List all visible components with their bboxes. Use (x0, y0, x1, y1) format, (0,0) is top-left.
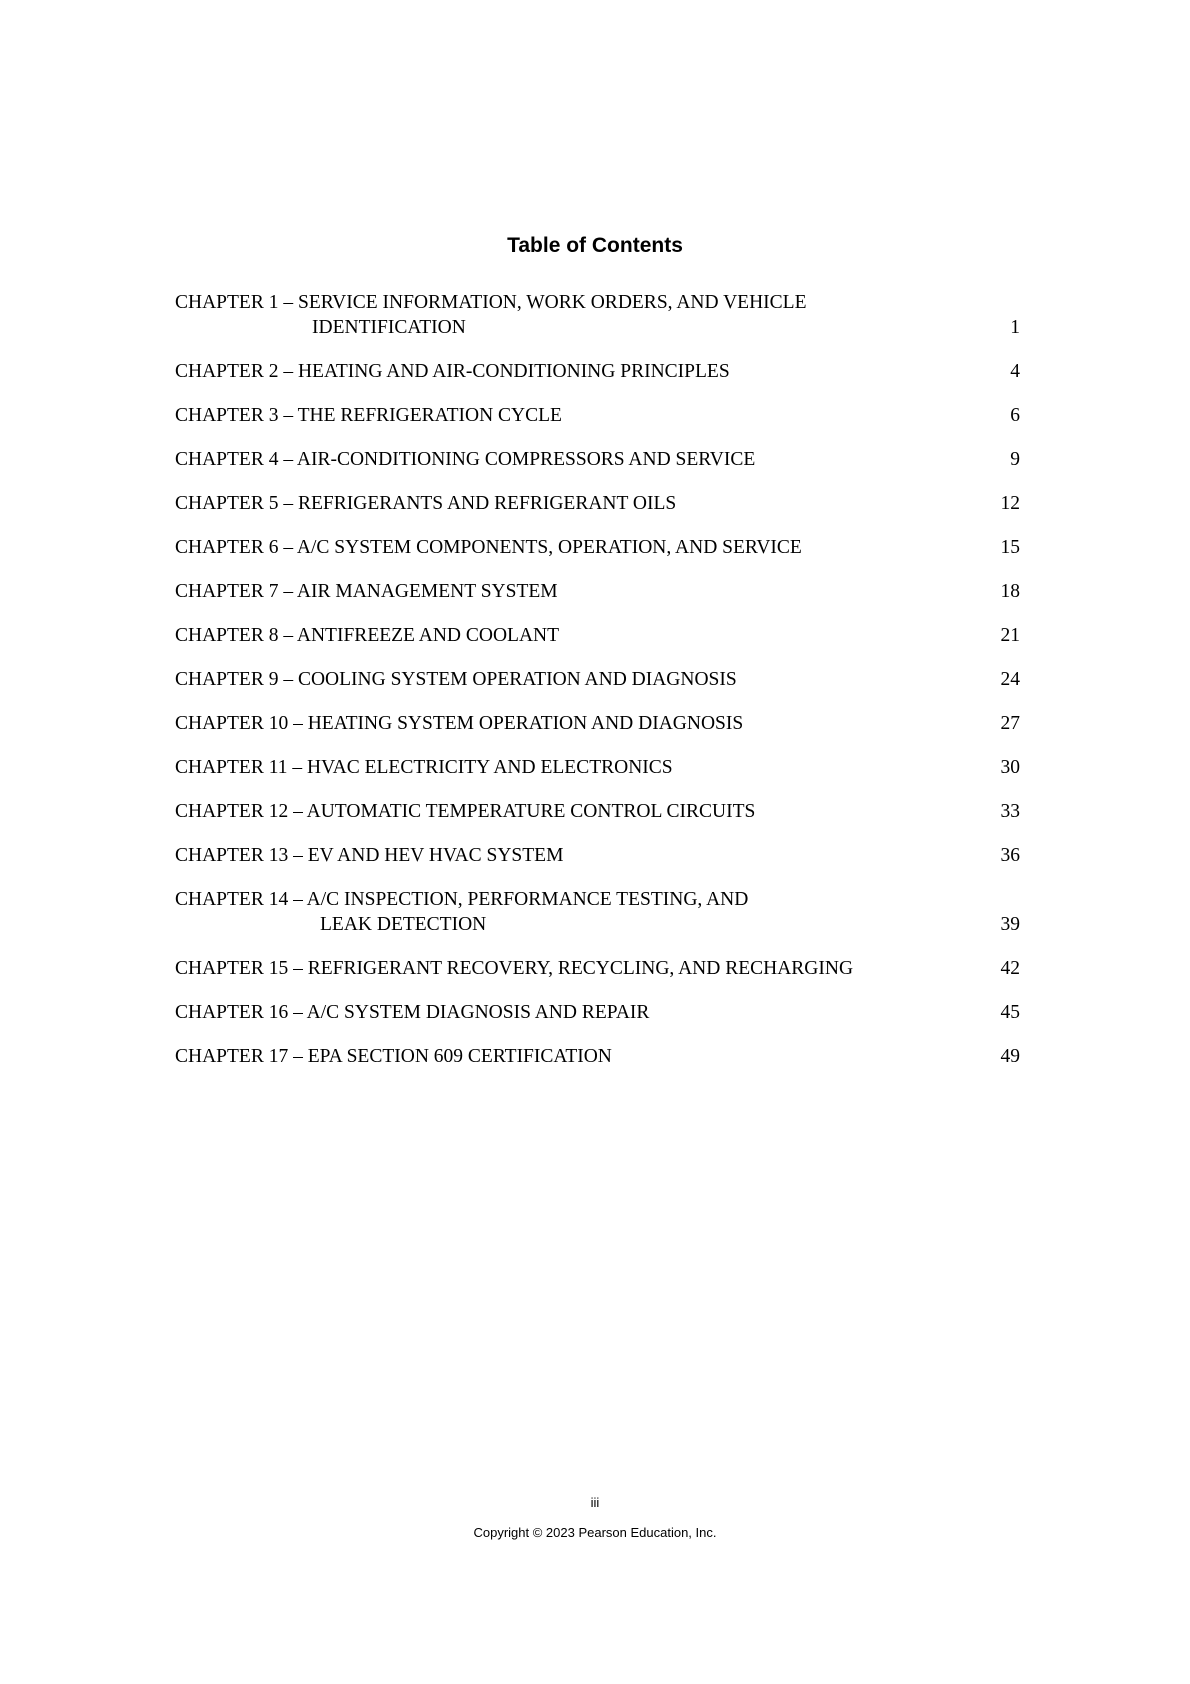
toc-entry-page: 18 (1000, 581, 1020, 602)
toc-entry-chapter-2[interactable] (175, 359, 1020, 384)
toc-entry-chapter-15[interactable] (175, 956, 1020, 981)
toc-entry-chapter-6[interactable] (175, 535, 1020, 560)
toc-entry-chapter-17[interactable] (175, 1044, 1020, 1069)
toc-entry-title: CHAPTER 13 – EV AND HEV HVAC SYSTEM (175, 845, 564, 866)
toc-entry-title: CHAPTER 5 – REFRIGERANTS AND REFRIGERANT OILS (175, 493, 677, 514)
copyright-notice: Copyright © 2023 Pearson Education, Inc. (473, 1525, 717, 1540)
page-title: Table of Contents (507, 234, 683, 257)
toc-entry-page: 27 (1000, 713, 1020, 734)
toc-entry-page: 9 (1010, 449, 1020, 470)
toc-entry-chapter-7[interactable] (175, 579, 1020, 604)
toc-entry-title: CHAPTER 14 – A/C INSPECTION, PERFORMANCE TESTING, AND (175, 889, 749, 910)
toc-entry-title: CHAPTER 6 – A/C SYSTEM COMPONENTS, OPERATION, AND SERVICE (175, 537, 802, 558)
toc-entry-title: CHAPTER 9 – COOLING SYSTEM OPERATION AND DIAGNOSIS (175, 669, 737, 690)
toc-entry-page: 39 (1000, 914, 1020, 935)
toc-entry-page: 45 (1000, 1002, 1020, 1023)
toc-entry-title: CHAPTER 10 – HEATING SYSTEM OPERATION AND DIAGNOSIS (175, 713, 744, 734)
toc-entry-chapter-16[interactable] (175, 1000, 1020, 1025)
toc-entry-title-continued: LEAK DETECTION (320, 914, 487, 935)
toc-entry-chapter-8[interactable] (175, 623, 1020, 648)
toc-entry-title: CHAPTER 12 – AUTOMATIC TEMPERATURE CONTROL CIRCUITS (175, 801, 756, 822)
toc-entry-title: CHAPTER 3 – THE REFRIGERATION CYCLE (175, 405, 562, 426)
toc-entry-title-continued: IDENTIFICATION (312, 317, 466, 338)
toc-entry-title: CHAPTER 11 – HVAC ELECTRICITY AND ELECTRONICS (175, 757, 673, 778)
toc-entry-chapter-9[interactable] (175, 667, 1020, 692)
toc-entry-title: CHAPTER 2 – HEATING AND AIR-CONDITIONING PRINCIPLES (175, 361, 730, 382)
toc-entry-chapter-3[interactable] (175, 403, 1020, 428)
toc-entry-title: CHAPTER 16 – A/C SYSTEM DIAGNOSIS AND REPAIR (175, 1002, 650, 1023)
toc-entry-title: CHAPTER 17 – EPA SECTION 609 CERTIFICATION (175, 1046, 612, 1067)
toc-entry-chapter-12[interactable] (175, 799, 1020, 824)
toc-entry-chapter-4[interactable] (175, 447, 1020, 472)
toc-entry-chapter-1[interactable] (175, 290, 1020, 340)
toc-entry-page: 42 (1000, 958, 1020, 979)
toc-entry-page: 12 (1000, 493, 1020, 514)
toc-entry-title: CHAPTER 15 – REFRIGERANT RECOVERY, RECYCLING, AND RECHARGING (175, 958, 854, 979)
toc-entry-title: CHAPTER 7 – AIR MANAGEMENT SYSTEM (175, 581, 558, 602)
toc-entry-page: 24 (1000, 669, 1020, 690)
toc-entry-chapter-14[interactable] (175, 887, 1020, 937)
toc-entry-page: 33 (1000, 801, 1020, 822)
toc-entry-page: 15 (1000, 537, 1020, 558)
toc-entry-page: 36 (1000, 845, 1020, 866)
toc-entry-page: 30 (1000, 757, 1020, 778)
toc-entry-page: 49 (1000, 1046, 1020, 1067)
toc-entry-title: CHAPTER 8 – ANTIFREEZE AND COOLANT (175, 625, 560, 646)
toc-entry-chapter-13[interactable] (175, 843, 1020, 868)
toc-list (175, 290, 1020, 1088)
page-number: iii (590, 1495, 600, 1510)
toc-entry-chapter-10[interactable] (175, 711, 1020, 736)
toc-entry-title: CHAPTER 4 – AIR-CONDITIONING COMPRESSORS AND SERVICE (175, 449, 756, 470)
toc-entry-page: 4 (1010, 361, 1020, 382)
toc-entry-page: 1 (1010, 317, 1020, 338)
toc-entry-chapter-5[interactable] (175, 491, 1020, 516)
toc-entry-page: 21 (1000, 625, 1020, 646)
toc-entry-title: CHAPTER 1 – SERVICE INFORMATION, WORK ORDERS, AND VEHICLE (175, 292, 807, 313)
toc-entry-chapter-11[interactable] (175, 755, 1020, 780)
toc-entry-page: 6 (1010, 405, 1020, 426)
